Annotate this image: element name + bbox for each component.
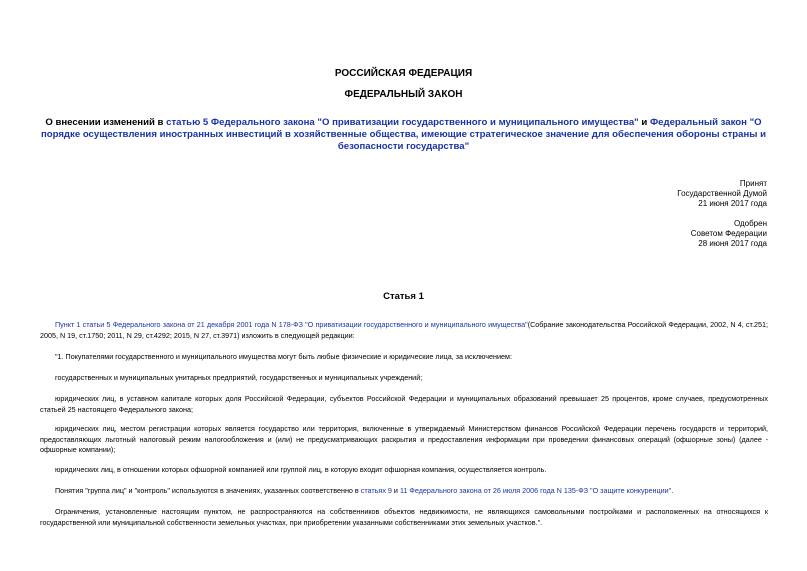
paragraph bbox=[40, 465, 768, 476]
paragraph-text: юридических лиц, в отношении которых офшорной компанией или группой лиц, в которую входит офшорная компания, осуществляется контроль. bbox=[55, 465, 547, 474]
adoption-line: Принят bbox=[739, 179, 767, 188]
paragraph bbox=[40, 507, 768, 528]
paragraph-text: юридических лиц, местом регистрации которых является государство или территория, включенные в утверждаемый Министерством финансов Российской Федерации перечень государств и территорий, предоставляющих льготный налоговый режим налогообложения и (или) не предусматривающих раскрытия и предоставления информации при проведении финансовых операций (офшорные зоны) (далее - офшорные компании); bbox=[40, 424, 768, 454]
title-link-article5[interactable]: статью 5 Федерального закона "О приватизации государственного и муниципального имущества" bbox=[166, 117, 639, 128]
title-text: О внесении изменений в bbox=[45, 117, 167, 128]
paragraph-text: Ограничения, установленные настоящим пунктом, не распространяются на собственников объектов недвижимости, не являющихся самовольными постройками и расположенных на относящихся к государственной или муниципальной собственности земельных участках, при приобретении указанными собственниками этих земельных участков.". bbox=[40, 507, 768, 527]
title-text: и bbox=[638, 117, 650, 128]
adoption-date: 21 июня 2017 года bbox=[698, 199, 767, 208]
law-title bbox=[40, 117, 767, 153]
paragraph bbox=[40, 373, 768, 384]
country-heading: РОССИЙСКАЯ ФЕДЕРАЦИЯ bbox=[334, 68, 473, 79]
adoption-line: Государственной Думой bbox=[677, 189, 767, 198]
paragraph bbox=[40, 320, 768, 341]
adoption-block bbox=[677, 179, 767, 209]
link-privatization-law[interactable]: Пункт 1 статьи 5 Федерального закона от 21 декабря 2001 года N 178-ФЗ "О приватизации государственного и муниципального имущества" bbox=[55, 320, 528, 329]
paragraph bbox=[40, 424, 768, 456]
approval-date: 28 июня 2017 года bbox=[698, 239, 767, 248]
approval-line: Советом Федерации bbox=[690, 229, 767, 238]
paragraph-text: и bbox=[391, 486, 400, 495]
link-articles-9[interactable]: статьях 9 bbox=[360, 486, 392, 495]
approval-block bbox=[691, 219, 767, 249]
paragraph-text: юридических лиц, в уставном капитале которых доля Российской Федерации, субъектов Российской Федерации и муниципальных образований превышает 25 процентов, кроме случаев, предусмотренных статьей 25 настоящего Федерального закона; bbox=[40, 394, 768, 414]
link-competition-law[interactable]: 11 Федерального закона от 26 июля 2006 года N 135-ФЗ "О защите конкуренции" bbox=[399, 486, 672, 495]
law-type-heading: ФЕДЕРАЛЬНЫЙ ЗАКОН bbox=[344, 89, 463, 100]
paragraph-text: государственных и муниципальных унитарных предприятий, государственных и муниципальных учреждений; bbox=[55, 373, 423, 382]
paragraph-text: . bbox=[671, 486, 674, 495]
approval-line: Одобрен bbox=[733, 219, 767, 228]
paragraph-text: "1. Покупателями государственного и муниципального имущества могут быть любые физические и юридические лица, за исключением: bbox=[55, 352, 512, 361]
paragraph-text: Понятия "группа лиц" и "контроль" используются в значениях, указанных соответственно в bbox=[55, 486, 361, 495]
paragraph bbox=[40, 352, 768, 363]
article-heading: Статья 1 bbox=[383, 291, 424, 302]
paragraph bbox=[40, 486, 768, 497]
title-link-foreign-investment-law[interactable]: Федеральный закон "О порядке осуществления иностранных инвестиций в хозяйственные общества, имеющие стратегическое значение для обеспечения обороны страны и безопасности государства" bbox=[40, 117, 767, 152]
paragraph-text: (Собрание законодательства Российской Федерации, 2002, N 4, ст.251; 2005, N 19, ст.1750; 2011, N 29, ст.4292; 2015, N 27, ст.3971) изложить в следующей редакции: bbox=[40, 320, 768, 340]
paragraph bbox=[40, 394, 768, 415]
